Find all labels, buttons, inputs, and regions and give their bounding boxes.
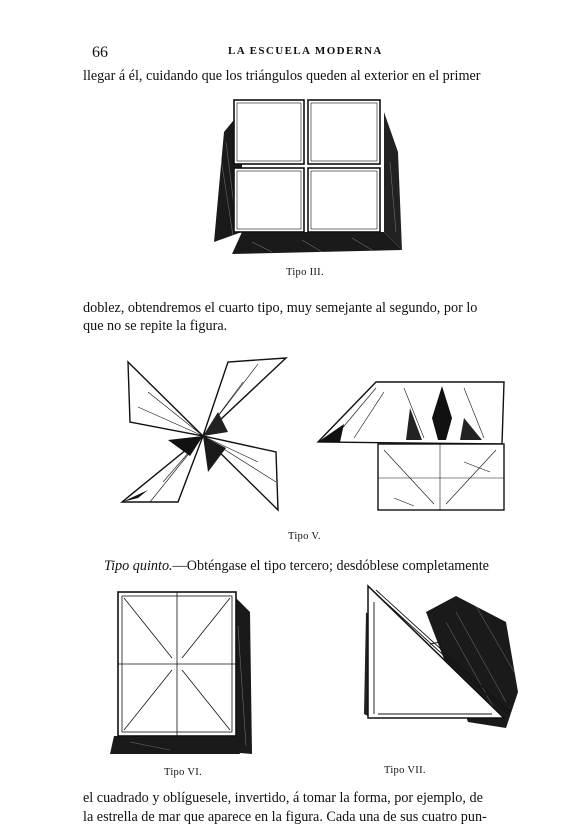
paragraph-text: —Obténgase el tipo tercero; desdóblese completamente [172,558,489,574]
running-header: LA ESCUELA MODERNA [228,45,383,57]
page-number: 66 [92,44,108,61]
text-line-2: doblez, obtendremos el cuarto tipo, muy semejante al segundo, por lo [83,300,478,316]
figure-tipo-5-pinwheel [108,352,298,524]
caption-tipo-6: Tipo VI. [164,767,203,778]
text-line-4 [104,558,536,575]
figure-tipo-5-folded [314,378,512,514]
text-line-1: llegar á él, cuidando que los triángulos queden al exterior en el primer [83,68,481,84]
figure-tipo-7 [356,582,526,732]
caption-tipo-7: Tipo VII. [384,765,426,776]
text-line-3: que no se repite la figura. [83,318,228,334]
caption-tipo-5: Tipo V. [288,531,321,542]
caption-tipo-3: Tipo III. [286,267,324,278]
section-title-tipo-quinto: Tipo quinto. [104,558,173,574]
text-line-5: el cuadrado y oblíguesele, invertido, á tomar la forma, por ejemplo, de [83,790,483,806]
figure-tipo-6 [110,586,256,758]
figure-tipo-3 [212,92,412,262]
text-line-6: la estrella de mar que aparece en la figura. Cada una de sus cuatro pun- [83,809,487,825]
